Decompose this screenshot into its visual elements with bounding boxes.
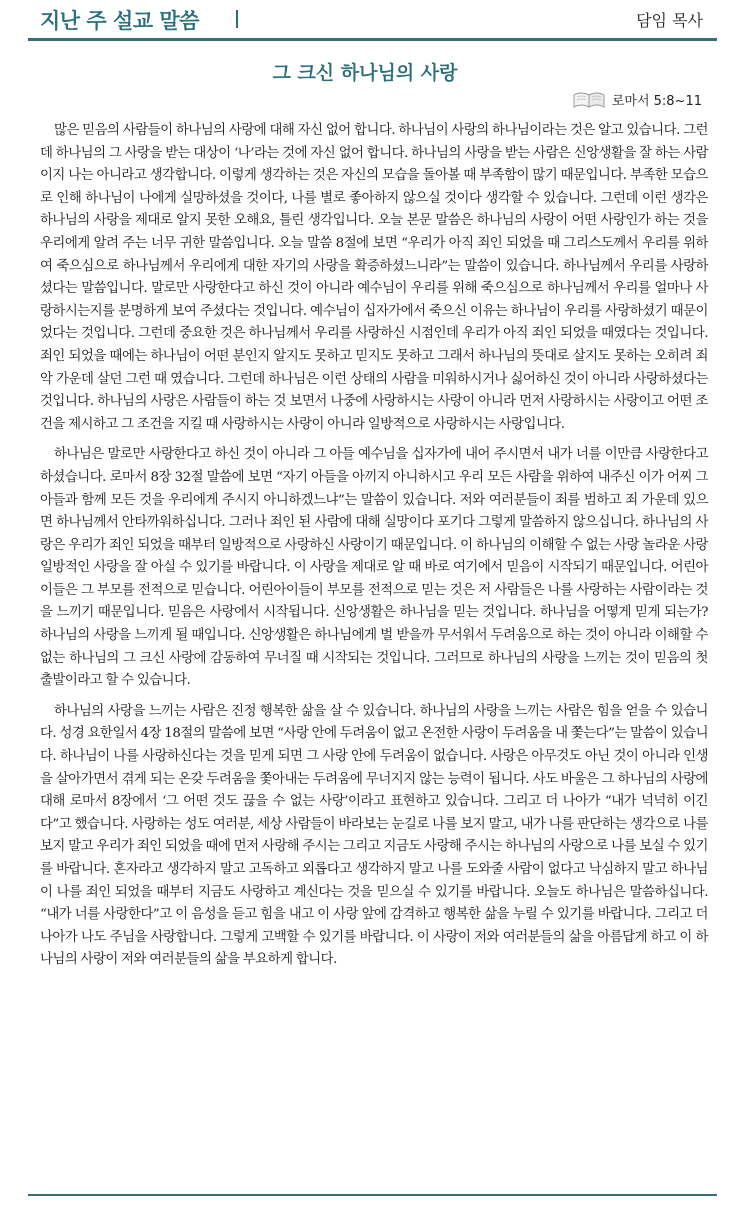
sermon-body <box>40 120 708 980</box>
paragraph-2: 하나님은 말로만 사랑한다고 하신 것이 아니라 그 아들 예수님을 십자가에 내어 주시면서 내가 너를 이만큼 사랑한다고 하셨습니다. 로마서 8장 32절 말씀에 보면 “자기 아들을 아끼지 아니하시고 우리 모든 사람을 위하여 내주신 이가 어찌 그 아들과 함께 모든 것을 우리에게 주시지 아니하겠느냐”는 말씀이 있습니다. 저와 여러분들이 죄를 범하고 죄 가운데 있으면 하나님께서 안타까워하십니다. 그러나 죄인 된 사람에 대해 실망이다 포기다 그렇게 말씀하지 않으십니다. 하나님의 사랑은 우리가 죄인 되었을 때부터 일방적으로 사랑하신 사랑이기 때문입니다. 이 하나님의 이해할 수 없는 사랑 놀라운 사랑 일방적인 사랑을 잘 아실 수 있기를 바랍니다. 이 사랑을 제대로 알 때 바로 여기에서 믿음이 시작되기 때문입니다. 어린아이들은 그 부모를 전적으로 믿습니다. 어린아이들이 부모를 전적으로 믿는 것은 저 사람들은 나를 사랑하는 사람이라는 것을 느끼기 때문입니다. 믿음은 사랑에서 시작됩니다. 신앙생활은 하나님을 믿는 것입니다. 하나님을 어떻게 믿게 되는가? 하나님의 사랑을 느끼게 될 때입니다. 신앙생활은 하나님에게 벌 받을까 무서워서 두려움으로 하는 것이 아니라 이해할 수 없는 하나님의 그 크신 사랑에 감동하여 무너질 때 시작되는 것입니다. 그러므로 하나님의 사랑을 느끼는 것이 믿음의 첫 출발이라고 할 수 있습니다. <box>40 447 708 689</box>
section-title: 지난 주 설교 말씀 <box>40 9 199 33</box>
scripture-reference <box>572 88 702 110</box>
title-divider <box>236 10 238 28</box>
header-rule <box>28 38 717 41</box>
paragraph-1: 많은 믿음의 사람들이 하나님의 사랑에 대해 자신 없어 합니다. 하나님이 사랑의 하나님이라는 것은 알고 있습니다. 그런데 하나님의 그 사랑을 받는 대상이 ‘나’라는 것에 자신 없어 합니다. 하나님의 사랑을 받는 사람은 신앙생활을 잘 하는 사람이지 나는 아니라고 생각합니다. 이렇게 생각하는 것은 자신의 모습을 돌아볼 때 부족함이 많기 때문입니다. 부족한 모습으로 인해 하나님이 나에게 실망하셨을 것이다, 나를 별로 좋아하지 않으실 것이다 생각할 수 있습니다. 그런데 이런 생각은 하나님의 사랑을 제대로 알지 못한 오해요, 틀린 생각입니다. 오늘 본문 말씀은 하나님의 사랑이 어떤 사랑인가 하는 것을 우리에게 알려 주는 너무 귀한 말씀입니다. 오늘 말씀 8절에 보면 “우리가 아직 죄인 되었을 때 그리스도께서 우리를 위하여 죽으심으로 하나님께서 우리에게 대한 자기의 사랑을 확증하셨느니라”는 말씀이 있습니다. 하나님께서 우리를 사랑하셨다는 말씀입니다. 말로만 사랑한다고 하신 것이 아니라 예수님이 우리를 위해 죽으심으로 하나님께서 우리를 얼마나 사랑하시는지를 분명하게 보여 주셨다는 것입니다. 예수님이 십자가에서 죽으신 이유는 하나님이 우리를 사랑하셨기 때문이었다는 것입니다. 그런데 중요한 것은 하나님께서 우리를 사랑하신 시점인데 우리가 아직 죄인 되었을 때였다는 것입니다. 죄인 되었을 때에는 하나님이 어떤 분인지 알지도 못하고 믿지도 못하고 그래서 하나님의 뜻대로 살지도 못하는 오히려 죄악 가운데 살던 그런 때 였습니다. 그런데 하나님은 이런 상태의 사람을 미워하시거나 싫어하신 것이 아니라 사랑하셨다는 것입니다. 하나님의 사랑은 사람들이 하는 것 보면서 나중에 사랑하시는 사랑이 아니라 먼저 사랑하시는 사랑이고 어떤 조건을 제시하고 그 조건을 지킬 때 사랑하시는 사랑이 아니라 일방적으로 사랑하시는 사랑입니다. <box>40 123 708 432</box>
scripture-text: 로마서 5:8~11 <box>611 93 702 109</box>
footer-rule <box>28 1194 717 1196</box>
paragraph-3: 하나님의 사랑을 느끼는 사람은 진정 행복한 삶을 살 수 있습니다. 하나님의 사랑을 느끼는 사람은 힘을 얻을 수 있습니다. 성경 요한일서 4장 18절의 말씀에 보면 “사랑 안에 두려움이 없고 온전한 사랑이 두려움을 내 쫓는다”는 말씀이 있습니다. 하나님이 나를 사랑하신다는 것을 믿게 되면 그 사랑 안에 두려움이 없습니다. 사랑은 아무것도 아닌 것이 아니라 인생을 살아가면서 겪게 되는 온갖 두려움을 쫓아내는 두려움에 무너지지 않는 능력이 됩니다. 사도 바울은 그 하나님의 사랑에 대해 로마서 8장에서 ‘그 어떤 것도 끊을 수 없는 사랑’이라고 표현하고 있습니다. 그리고 더 나아가 “내가 넉넉히 이긴다”고 했습니다. 사랑하는 성도 여러분, 세상 사람들이 바라보는 눈길로 나를 보지 말고, 내가 나를 판단하는 생각으로 나를 보지 말고 우리가 죄인 되었을 때에 먼저 사랑해 주시는 그리고 지금도 사랑해 주시는 하나님의 사랑으로 나를 보실 수 있기를 바랍니다. 혼자라고 생각하지 말고 고독하고 외롭다고 생각하지 말고 나를 도와줄 사람이 없다고 낙심하지 말고 하나님이 나를 죄인 되었을 때부터 지금도 사랑하고 계신다는 것을 믿으실 수 있기를 바랍니다. 오늘도 하나님은 말씀하십니다. “내가 너를 사랑한다”고 이 음성을 듣고 힘을 내고 이 사랑 앞에 감격하고 행복한 삶을 누릴 수 있기를 바랍니다. 그리고 더 나아가 나도 주님을 사랑합니다. 그렇게 고백할 수 있기를 바랍니다. 이 사랑이 저와 여러분들의 삶을 아름답게 하고 이 하나님의 사랑이 저와 여러분들의 삶을 부요하게 합니다. <box>40 703 708 968</box>
book-icon <box>572 89 606 109</box>
author-label: 담임 목사 <box>636 11 703 30</box>
page-header <box>0 0 730 40</box>
sermon-title: 그 크신 하나님의 사랑 <box>272 62 458 84</box>
